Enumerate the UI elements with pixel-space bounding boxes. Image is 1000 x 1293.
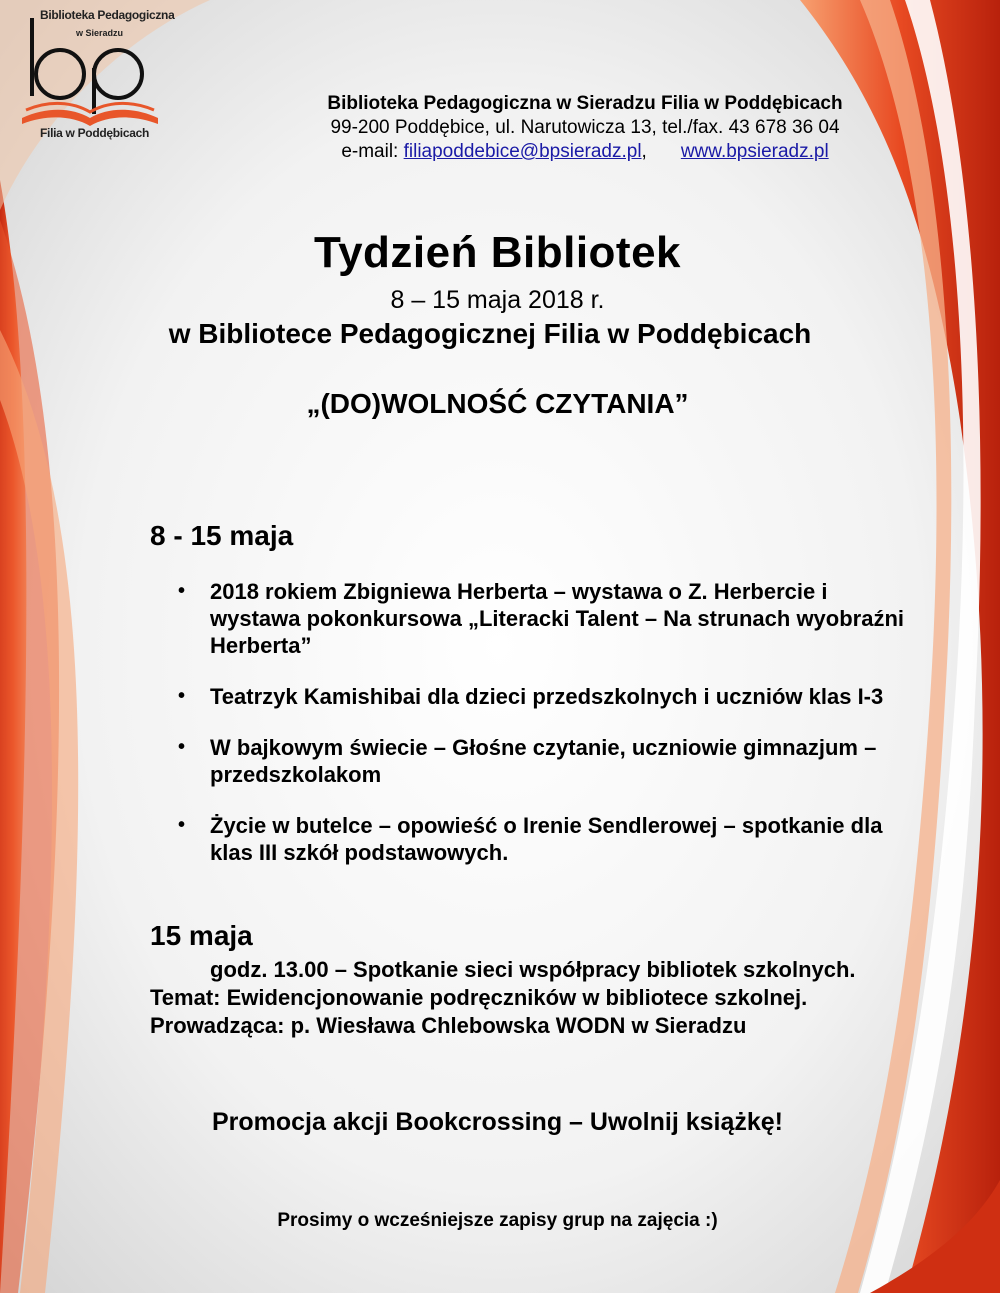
- meeting-topic: Temat: Ewidencjonowanie podręczników w bibliotece szkolnej.: [150, 985, 808, 1010]
- event-venue: w Bibliotece Pedagogicznej Filia w Poddębicach: [168, 318, 812, 349]
- list-item: [150, 578, 920, 659]
- library-logo: [18, 6, 175, 146]
- organization-name: Biblioteka Pedagogiczna w Sieradzu Filia w Poddębicach: [327, 93, 843, 114]
- bullet-icon: •: [178, 580, 186, 602]
- address-line: 99-200 Poddębice, ul. Narutowicza 13, tel./fax. 43 678 36 04: [330, 117, 840, 138]
- logo-text-branch: Filia w Poddębicach: [40, 126, 149, 140]
- section-heading-15-may: 15 maja: [150, 920, 253, 951]
- list-item-text: Życie w butelce – opowieść o Irenie Sendlerowej – spotkanie dla klas III szkół podstawowych.: [210, 813, 883, 865]
- email-label: e-mail:: [341, 141, 404, 162]
- bullet-icon: •: [178, 736, 186, 758]
- meeting-host: Prowadząca: p. Wiesława Chlebowska WODN w Sieradzu: [150, 1013, 747, 1038]
- list-item: [150, 734, 920, 788]
- email-link[interactable]: filiapoddebice@bpsieradz.pl: [403, 141, 642, 162]
- meeting-details: [150, 956, 950, 1040]
- list-item-text: 2018 rokiem Zbigniewa Herberta – wystawa o Z. Herbercie i wystawa pokonkursowa „Literacki Talent – Na strunach wyobraźni Herberta”: [210, 579, 905, 658]
- list-item-text: W bajkowym świecie – Głośne czytanie, uczniowie gimnazjum – przedszkolakom: [210, 735, 877, 787]
- website-link[interactable]: www.bpsieradz.pl: [680, 141, 829, 162]
- list-item: [150, 812, 920, 866]
- bp-monogram-icon: [18, 6, 168, 146]
- contact-block: [250, 92, 920, 164]
- bookcrossing-promo: Promocja akcji Bookcrossing – Uwolnij książkę!: [211, 1108, 784, 1136]
- event-dates: 8 – 15 maja 2018 r.: [390, 286, 605, 314]
- logo-text-city: w Sieradzu: [76, 28, 124, 38]
- logo-text-top: Biblioteka Pedagogiczna: [40, 8, 175, 22]
- contact-line: [250, 140, 920, 164]
- meeting-time: godz. 13.00 – Spotkanie sieci współpracy bibliotek szkolnych.: [210, 957, 856, 982]
- list-item-text: Teatrzyk Kamishibai dla dzieci przedszkolnych i uczniów klas I-3: [210, 684, 884, 709]
- section-heading-8-15-may: 8 - 15 maja: [150, 520, 294, 551]
- event-list: [150, 578, 920, 890]
- page-title: Tydzień Bibliotek: [313, 228, 682, 277]
- bullet-icon: •: [178, 685, 186, 707]
- separator: ,: [641, 141, 647, 162]
- bullet-icon: •: [178, 814, 186, 836]
- event-motto: „(DO)WOLNOŚĆ CZYTANIA”: [306, 388, 689, 419]
- list-item: [150, 683, 920, 710]
- registration-note: Prosimy o wcześniejsze zapisy grup na zajęcia :): [277, 1210, 718, 1231]
